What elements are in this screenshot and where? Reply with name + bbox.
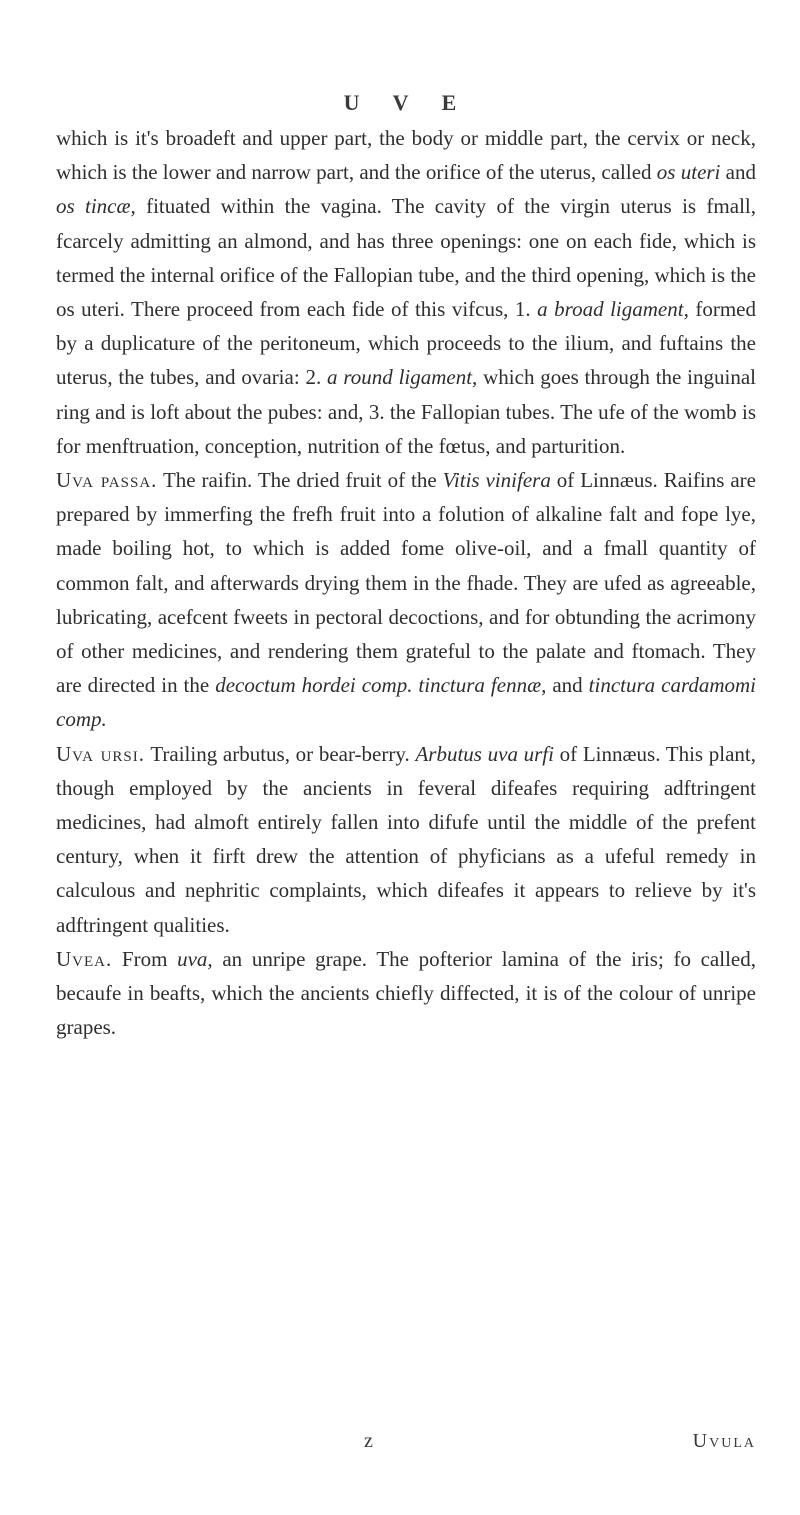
entry-uva-ursi [56, 737, 756, 942]
entry-text: and [720, 160, 756, 185]
italic-term: decoctum hordei comp. tinctura fennæ, [215, 673, 547, 698]
entry-text: an unripe grape. The pofterior lamina of the iris; fo called, becaufe in beafts, which the ancients chiefly diffected, it is of the colour of unripe grapes. [56, 946, 756, 1040]
entry-text: The raifin. The dried fruit of the [157, 468, 443, 493]
entry-text: of Linnæus. Raifins are prepared by immerfing the frefh fruit into a folution of alkaline falt and fope lye, made boiling hot, to which is added fome olive-oil, and a fmall quantity of common falt, and afterwards drying them in the fhade. They are ufed as agreeable, lubricating, acefcent fweets in pectoral decoctions, and for obtunding the acrimony of other medicines, and rendering them grateful to the palate and ftomach. They are directed in the [56, 468, 756, 698]
entry-text: and [546, 673, 589, 698]
entry-uterus-continued [56, 121, 756, 463]
entry-text: From [112, 946, 178, 971]
italic-term: tinctura cardamomi comp. [56, 673, 757, 732]
signature-mark: z [364, 1430, 373, 1452]
headword: Uvea. [56, 946, 113, 971]
italic-term: uva, [177, 946, 213, 971]
italic-term: a broad ligament, [537, 297, 689, 322]
entry-text: fituated within the vagina. The cavity of the virgin uterus is fmall, fcarcely admitting an almond, and has three openings: one on each fide, which is termed the internal orifice of the Fallopian tube, and the third opening, which is the os uteri. There proceed from each fide of this vifcus, 1. [56, 194, 756, 322]
entry-text: Trailing arbutus, or bear-berry. [145, 741, 416, 766]
entry-text: which goes through the inguinal ring and is loft about the pubes: and, 3. the Fallopian tubes. The ufe of the womb is for menftruation, conception, nutrition of the fœtus, and parturition. [56, 365, 756, 458]
page-footer [56, 1430, 756, 1464]
dictionary-text [56, 121, 756, 1044]
italic-term: os tincæ, [56, 194, 136, 219]
entry-uvea [56, 942, 756, 1045]
headword: Uva ursi. [56, 741, 146, 766]
entry-text: formed by a duplicature of the peritoneum, which proceeds to the ilium, and fuftains the uterus, the tubes, and ovaria: 2. [56, 297, 756, 390]
italic-term: os uteri [656, 160, 721, 185]
catchword: Uvula [692, 1430, 756, 1452]
running-head: U V E [343, 90, 471, 115]
italic-term: a round ligament, [327, 365, 478, 390]
italic-term: Arbutus uva urfi [415, 741, 554, 766]
entry-text: of Linnæus. This plant, though employed by the ancients in feveral difeafes requiring adftringent medicines, had almoft entirely fallen into difufe until the middle of the prefent century, when it firft drew the attention of phyficians as a ufeful remedy in calculous and nephritic complaints, which difeafes it appears to relieve by it's adftringent qualities. [56, 741, 757, 937]
headword: Uva passa. [56, 468, 158, 493]
entry-text: which is it's broadeft and upper part, the body or middle part, the cervix or neck, which is the lower and narrow part, and the orifice of the uterus, called [56, 126, 756, 185]
entry-uva-passa [56, 463, 756, 737]
italic-term: Vitis vinifera [442, 468, 551, 493]
